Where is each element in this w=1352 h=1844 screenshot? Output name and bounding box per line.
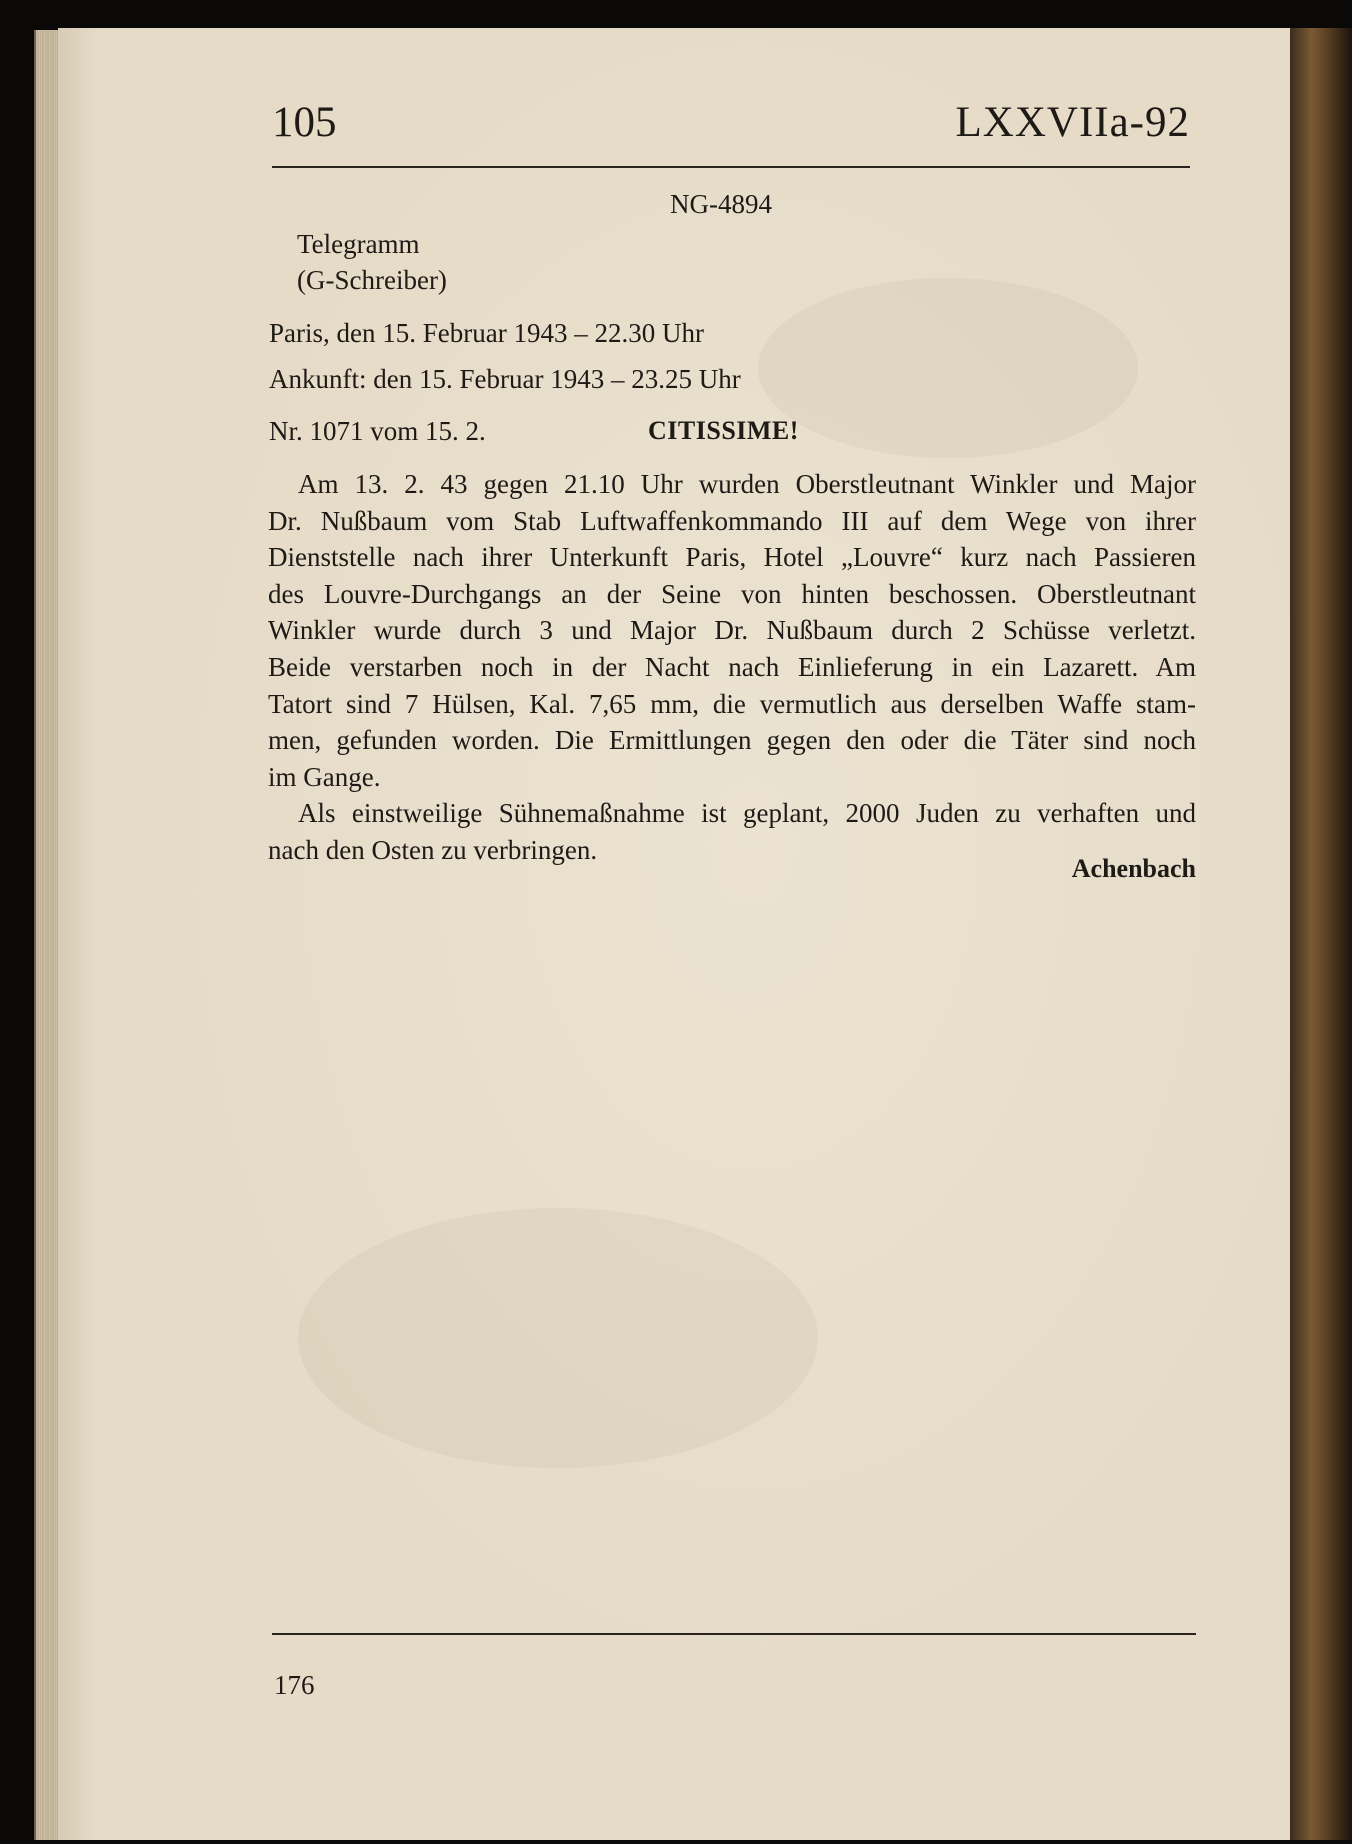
header-rule — [272, 166, 1190, 168]
body-line: Tatort sind 7 Hülsen, Kal. 7,65 mm, die vermutlich aus derselben Waffe stam- — [268, 688, 1196, 719]
page-number: 176 — [274, 1670, 315, 1700]
footer-rule — [272, 1633, 1196, 1635]
body-line: Winkler wurde durch 3 und Major Dr. Nußbaum durch 2 Schüsse verletzt. — [268, 615, 1196, 646]
body-line: des Louvre-Durchgangs an der Seine von hinten beschossen. Oberstleutnant — [268, 578, 1196, 609]
body-line: Dienststelle nach ihrer Unterkunft Paris, Hotel „Louvre“ kurz nach Passieren — [268, 542, 1196, 573]
page-gutter-shadow — [1290, 28, 1352, 1840]
document-id: NG-4894 — [670, 189, 772, 219]
paper-stain — [758, 278, 1138, 458]
body-line: im Gange. — [268, 761, 381, 792]
body-line: Als einstweilige Sühnemaßnahme ist geplant, 2000 Juden zu verhaften und — [298, 798, 1196, 829]
document-number: 105 — [272, 99, 337, 146]
priority-label: CITISSIME! — [648, 416, 799, 445]
book-page — [58, 28, 1320, 1840]
telegram-body — [268, 466, 1196, 869]
body-line: men, gefunden worden. Die Ermittlungen gegen den oder die Täter sind noch — [268, 725, 1196, 756]
body-line: nach den Osten zu verbringen. — [268, 834, 598, 865]
paper-stain — [298, 1208, 818, 1468]
telegram-number: Nr. 1071 vom 15. 2. — [269, 416, 486, 446]
telegram-type: Telegramm — [297, 229, 420, 259]
signature: Achenbach — [1071, 854, 1196, 883]
series-code: LXXVIIa-92 — [955, 99, 1190, 146]
arrival-line: Ankunft: den 15. Februar 1943 – 23.25 Uhr — [269, 364, 741, 394]
sent-line: Paris, den 15. Februar 1943 – 22.30 Uhr — [269, 318, 704, 348]
telegram-note: (G-Schreiber) — [297, 265, 447, 295]
body-line: Am 13. 2. 43 gegen 21.10 Uhr wurden Oberstleutnant Winkler und Major — [298, 469, 1196, 499]
body-line: Dr. Nußbaum vom Stab Luftwaffenkommando III auf dem Wege von ihrer — [268, 505, 1196, 536]
body-line: Beide verstarben noch in der Nacht nach Einlieferung in ein Lazarett. Am — [268, 651, 1196, 682]
